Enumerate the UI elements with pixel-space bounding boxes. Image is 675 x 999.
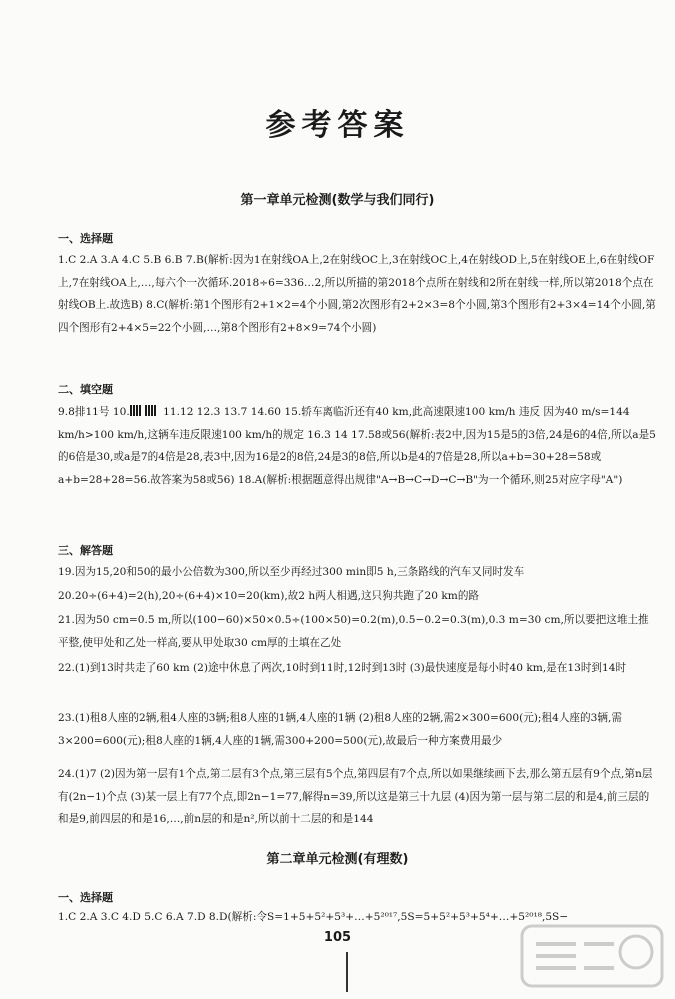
ch1-answer-22: 22.(1)到13时共走了60 km (2)途中休息了两次,10时到11时,12时到13时 (3)最快速度是每小时40 km,是在13时到14时 — [58, 662, 627, 674]
ch1-choice-answers: 1.C 2.A 3.A 4.C 5.B 6.B 7.B(解析:因为1在射线OA上,2在射线OC上,3在射线OC上,4在射线OD上,5在射线OE上,6在射线OF上,7在射线OA上,…,每六个一次循环.2018÷6=336…2,所以所描的第2018个点所在射线和2所在射线一样,所以第2018个点在射线OB上.故选B) 8.C(解析:第1个图形有2+1×2=4个小圆,第2次图形有2+2×3=8个小圆,第3个图形有2+3×4=14个小圆,第四个图形有2+4×5=22个小圆,…,第8个图形有2+8×9=74个小圆) — [58, 254, 656, 334]
ch1-choice-label: 一、选择题 — [58, 232, 113, 245]
ch1-answer-23: 23.(1)租8人座的2辆,租4人座的3辆;租8人座的1辆,4人座的1辆 (2)租8人座的2辆,需2×300=600(元);租4人座的3辆,需3×200=600(元);租8人座的1辆,4人座的1辆,需300+200=500(元),故最后一种方案费用最少 — [58, 712, 622, 747]
ch1-answer-19: 19.因为15,20和50的最小公倍数为300,所以至少再经过300 min即5 h,三条路线的汽车又同时发车 — [58, 566, 525, 578]
ch2-choice-label: 一、选择题 — [58, 891, 113, 904]
ch1-answer-21: 21.因为50 cm=0.5 m,所以(100−60)×50×0.5÷(100×50)=0.2(m),0.5−0.2=0.3(m),0.3 m=30 cm,所以要把这堆土推平整,使甲处和乙处一样高,要从甲处取30 cm厚的土填在乙处 — [58, 614, 649, 649]
watermark-stamp-icon — [518, 922, 666, 990]
page-title: 参考答案 — [265, 108, 410, 143]
chapter1-title: 第一章单元检测(数学与我们同行) — [240, 193, 435, 208]
ch1-solve-label: 三、解答题 — [58, 544, 113, 557]
ch1-fill-label: 二、填空题 — [58, 383, 113, 396]
ch2-choice-answers: 1.C 2.A 3.C 4.D 5.C 6.A 7.D 8.D(解析:令S=1+5+5²+5³+…+5²⁰¹⁷,5S=5+5²+5³+5⁴+…+5²⁰¹⁸,5S− — [58, 911, 569, 923]
ch1-answer-20: 20.20÷(6+4)=2(h),20÷(6+4)×10=20(km),故2 h两人相遇,这只狗共跑了20 km的路 — [58, 590, 480, 602]
ch1-fill-answers — [58, 401, 658, 491]
fill-text-b: 11.12 12.3 13.7 14.60 15.轿车离临沂还有40 km,此高速限速100 km/h 违反 因为40 m/s=144 km/h>100 km/h,这辆车违反限速100 km/h的规定 16.3 14 17.58或56(解析:表2中,因为15是5的3倍,24是6的4倍,所以a是5的6倍是30,或a是7的4倍是28,表3中,因为16是2的8倍,24是3的8倍,所以b是4的7倍是28,所以a+b=30+28=58或a+b=28+28=56.故答案为58或56) 18.A(解析:根据题意得出规律"A→B→C→D→C→B"为一个循环,则25对应字母"A") — [58, 406, 656, 486]
fill-text-a: 9.8排11号 10. — [58, 406, 130, 418]
page-number: 105 — [323, 930, 352, 945]
ch1-answer-24: 24.(1)7 (2)因为第一层有1个点,第二层有3个点,第三层有5个点,第四层有7个点,所以如果继续画下去,那么第五层有9个点,第n层有(2n−1)个点 (3)某一层上有77个点,即2n−1=77,解得n=39,所以这是第三十九层 (4)因为第一层与第二层的和是4,前三层的和是9,前四层的和是16,…,前n层的和是n²,所以前十二层的和是144 — [58, 768, 653, 826]
tally-mark-icon — [145, 401, 157, 424]
tally-mark-icon — [130, 401, 142, 424]
page-divider — [346, 952, 348, 992]
chapter2-title: 第二章单元检测(有理数) — [266, 852, 409, 867]
